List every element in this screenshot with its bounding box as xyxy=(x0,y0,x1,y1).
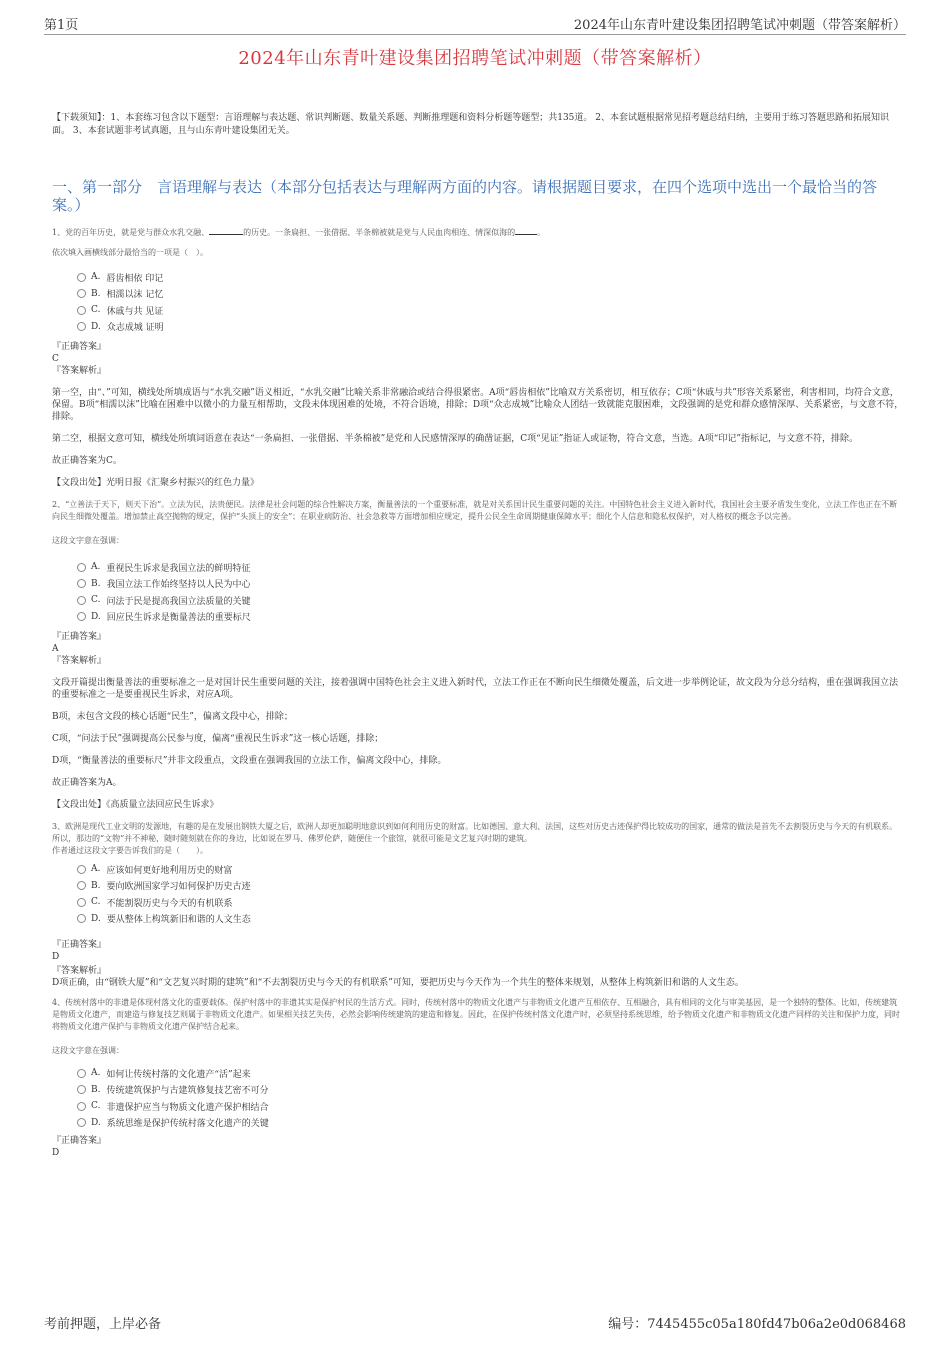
document-id: 编号：7445455c05a180fd47b06a2e0d068468 xyxy=(608,1317,906,1332)
answer-label: 『正确答案』 xyxy=(52,632,107,642)
option-d[interactable]: D. 回应民生诉求是衡量善法的重要标尺 xyxy=(77,609,904,626)
option-b[interactable]: B. 相濡以沫 记忆 xyxy=(77,286,904,303)
analysis-paragraph: 第二空，根据文意可知，横线处所填词语意在表达“一条扁担、一张借据、半条棉被”是党和人民感情深厚的确凿证据，C项“见证”指证人或证物，符合文意，当选。A项“印记”指标记，与文意不符，排除。 xyxy=(52,434,858,444)
analysis-paragraph: D项，“衡量善法的重要标尺”并非文段重点，文段重在强调我国的立法工作，偏离文段中心，排除。 xyxy=(52,756,447,766)
option-d[interactable]: D. 要从整体上构筑新旧和谐的人文生态 xyxy=(77,911,904,928)
header-doc-title: 2024年山东青叶建设集团招聘笔试冲刺题（带答案解析） xyxy=(573,18,906,33)
option-c[interactable]: C. 休戚与共 见证 xyxy=(77,302,904,319)
option-c[interactable]: C. 问法于民是提高我国立法质量的关键 xyxy=(77,592,904,609)
question-2 xyxy=(52,499,904,811)
option-b[interactable]: B. 要向欧洲国家学习如何保护历史古迹 xyxy=(77,878,904,895)
radio-icon[interactable] xyxy=(77,898,86,907)
analysis-paragraph: 故正确答案为A。 xyxy=(52,778,122,788)
question-stem: 4、传统村落中的非遗是体现村落文化的重要载体。保护村落中的非遗其实是保护村民的生活方式。同时，传统村落中的物质文化遗产与非物质文化遗产互相依存、互相融合，具有相同的文化与审美基因，是一个独特的整体。比如，传统建筑是物质文化遗产，而建造与修复技艺则属于非物质文化遗产。如果相关技艺失传，必然会影响传统建筑的建造和修复。因此，在保护传统村落文化遗产时，必须坚持系统思维，给予物质文化遗产和非物质文化遗产同样的关注和保护力度，同时将物质文化遗产保护与非物质文化遗产保护结合起来。 xyxy=(52,998,900,1031)
analysis-label: 『答案解析』 xyxy=(52,366,107,376)
radio-icon[interactable] xyxy=(77,612,86,621)
download-notice: 【下载须知】：1、本套练习包含以下题型：言语理解与表达题、常识判断题、数量关系题、判断推理题和资料分析题等题型；共135道。 2、本套试题根据常见招考题总结归纳，主要用于练习答题思路和拓展知识面。 3、本套试题非考试真题，且与山东青叶建设集团无关。 xyxy=(52,113,889,136)
blank-line xyxy=(209,226,243,235)
question-stem: 1、党的百年历史，就是党与群众水乳交融、 的历史。一条扁担、一张借据、半条棉被就是党与人民血肉相连、情深似海的 。 xyxy=(52,228,546,237)
radio-icon[interactable] xyxy=(77,579,86,588)
radio-icon[interactable] xyxy=(77,1085,86,1094)
page-header xyxy=(44,12,906,35)
answer-value: C xyxy=(52,354,59,364)
analysis-label: 『答案解析』 xyxy=(52,966,107,976)
document-title: 2024年山东青叶建设集团招聘笔试冲刺题（带答案解析） xyxy=(238,48,712,69)
analysis-paragraph: 故正确答案为C。 xyxy=(52,456,122,466)
radio-icon[interactable] xyxy=(77,596,86,605)
page-footer xyxy=(44,1313,906,1333)
question-stem: 2、“立善法于天下，则天下治”。立法为民，法贵便民。法律是社会问题的综合性解决方案，衡量善法的一个重要标准，就是对关系国计民生重要问题的关注。中国特色社会主义进入新时代，我国社会主要矛盾发生变化，立法工作也正在不断向民生细微处覆盖。增加禁止高空抛物的规定，保护“头顶上的安全”；在职业病防治、社会急救等方面增加相应规定，提升公民全生命周期健康保障水平；细化个人信息和隐私权保护，对人格权的概念予以完善。 xyxy=(52,500,898,521)
radio-icon[interactable] xyxy=(77,563,86,572)
radio-icon[interactable] xyxy=(77,1069,86,1078)
option-a[interactable]: A. 应该如何更好地利用历史的财富 xyxy=(77,861,904,878)
radio-icon[interactable] xyxy=(77,273,86,282)
option-list xyxy=(77,559,904,625)
option-list xyxy=(77,861,904,927)
option-d[interactable]: D. 系统思维是保护传统村落文化遗产的关键 xyxy=(77,1115,904,1132)
radio-icon[interactable] xyxy=(77,1102,86,1111)
answer-label: 『正确答案』 xyxy=(52,940,107,950)
section-heading: 一、第一部分 言语理解与表达（本部分包括表达与理解两方面的内容。请根据题目要求，在四个选项中选出一个最恰当的答案。） xyxy=(52,178,878,214)
footer-slogan: 考前押题，上岸必备 xyxy=(44,1317,162,1332)
option-c[interactable]: C. 非遗保护应当与物质文化遗产保护相结合 xyxy=(77,1098,904,1115)
page-number: 第1页 xyxy=(44,18,79,33)
analysis-paragraph: C项，“问法于民”强调提高公民参与度，偏离“重视民生诉求”这一核心话题，排除； xyxy=(52,734,384,744)
question-4 xyxy=(52,997,904,1159)
option-a[interactable]: A. 重视民生诉求是我国立法的鲜明特征 xyxy=(77,559,904,576)
analysis-paragraph: 文段开篇提出衡量善法的重要标准之一是对国计民生重要问题的关注，接着强调中国特色社会主义进入新时代，立法工作正在不断向民生细微处覆盖，后文进一步举例论证，故文段为分总分结构，重在强调我国立法的重要标准之一是要重视民生诉求，对应A项。 xyxy=(52,678,899,700)
blank-line xyxy=(515,226,537,235)
radio-icon[interactable] xyxy=(77,289,86,298)
option-b[interactable]: B. 我国立法工作始终坚持以人民为中心 xyxy=(77,576,904,593)
option-a[interactable]: A. 如何让传统村落的文化遗产“活”起来 xyxy=(77,1065,904,1082)
question-prompt: 这段文字意在强调： xyxy=(52,536,124,545)
answer-label: 『正确答案』 xyxy=(52,342,107,352)
question-3 xyxy=(52,821,904,989)
question-prompt: 这段文字意在强调： xyxy=(52,1046,124,1055)
answer-label: 『正确答案』 xyxy=(52,1136,107,1146)
option-d[interactable]: D. 众志成城 证明 xyxy=(77,319,904,336)
answer-value: A xyxy=(52,644,59,654)
radio-icon[interactable] xyxy=(77,306,86,315)
question-1 xyxy=(52,226,904,489)
question-prompt: 依次填入画横线部分最恰当的一项是（ ）。 xyxy=(52,248,208,257)
option-a[interactable]: A. 唇齿相依 印记 xyxy=(77,269,904,286)
radio-icon[interactable] xyxy=(77,1118,86,1127)
analysis-label: 『答案解析』 xyxy=(52,656,107,666)
radio-icon[interactable] xyxy=(77,865,86,874)
question-stem: 3、欧洲是现代工业文明的发源地，有趣的是在发展出钢铁大厦之后，欧洲人却更加聪明地意识到如何利用历史的财富。比如德国、意大利、法国，这些对历史古迹保护得比较成功的国家，通常的做法是首先不去割裂历史与今天的有机联系。所以，那边的“文物”并不神秘，随时随刻就在你的身边，比如说在罗马、佛罗伦萨，随便住一个旅馆，就很可能是文艺复兴时期的建筑。 xyxy=(52,822,898,843)
option-b[interactable]: B. 传统建筑保护与古建筑修复技艺密不可分 xyxy=(77,1082,904,1099)
source-note: 【文段出处】《高质量立法回应民生诉求》 xyxy=(52,800,219,810)
radio-icon[interactable] xyxy=(77,881,86,890)
radio-icon[interactable] xyxy=(77,914,86,923)
answer-value: D xyxy=(52,1148,60,1158)
analysis-paragraph: 第一空，由“、”可知，横线处所填成语与“水乳交融”语义相近，“水乳交融”比喻关系非常融洽或结合得很紧密。A项“唇齿相依”比喻双方关系密切，相互依存；C项“休戚与共”形容关系紧密，利害相同，均符合文意，保留。B项“相濡以沫”比喻在困难中以微小的力量互相帮助，文段未体现困难的处境，不符合语境，排除；D项“众志成城”比喻众人团结一致就能克服困难，文段强调的是党和群众感情深厚、关系紧密，与文意不符，排除。 xyxy=(52,388,904,422)
question-prompt: 作者通过这段文字要告诉我们的是（ ）。 xyxy=(52,846,208,855)
answer-value: D xyxy=(52,952,60,962)
analysis-paragraph: B项，未包含文段的核心话题“民生”，偏离文段中心，排除； xyxy=(52,712,293,722)
option-c[interactable]: C. 不能割裂历史与今天的有机联系 xyxy=(77,894,904,911)
option-list xyxy=(77,1065,904,1131)
analysis-paragraph: D项正确，由“钢铁大厦”和“文艺复兴时期的建筑”和“不去割裂历史与今天的有机联系”可知，要把历史与今天作为一个共生的整体来规划，从整体上构筑新旧和谐的人文生态。 xyxy=(52,978,744,988)
option-list xyxy=(77,269,904,335)
source-note: 【文段出处】光明日报《汇聚乡村振兴的红色力量》 xyxy=(52,478,260,488)
question-list xyxy=(52,226,904,1159)
radio-icon[interactable] xyxy=(77,322,86,331)
